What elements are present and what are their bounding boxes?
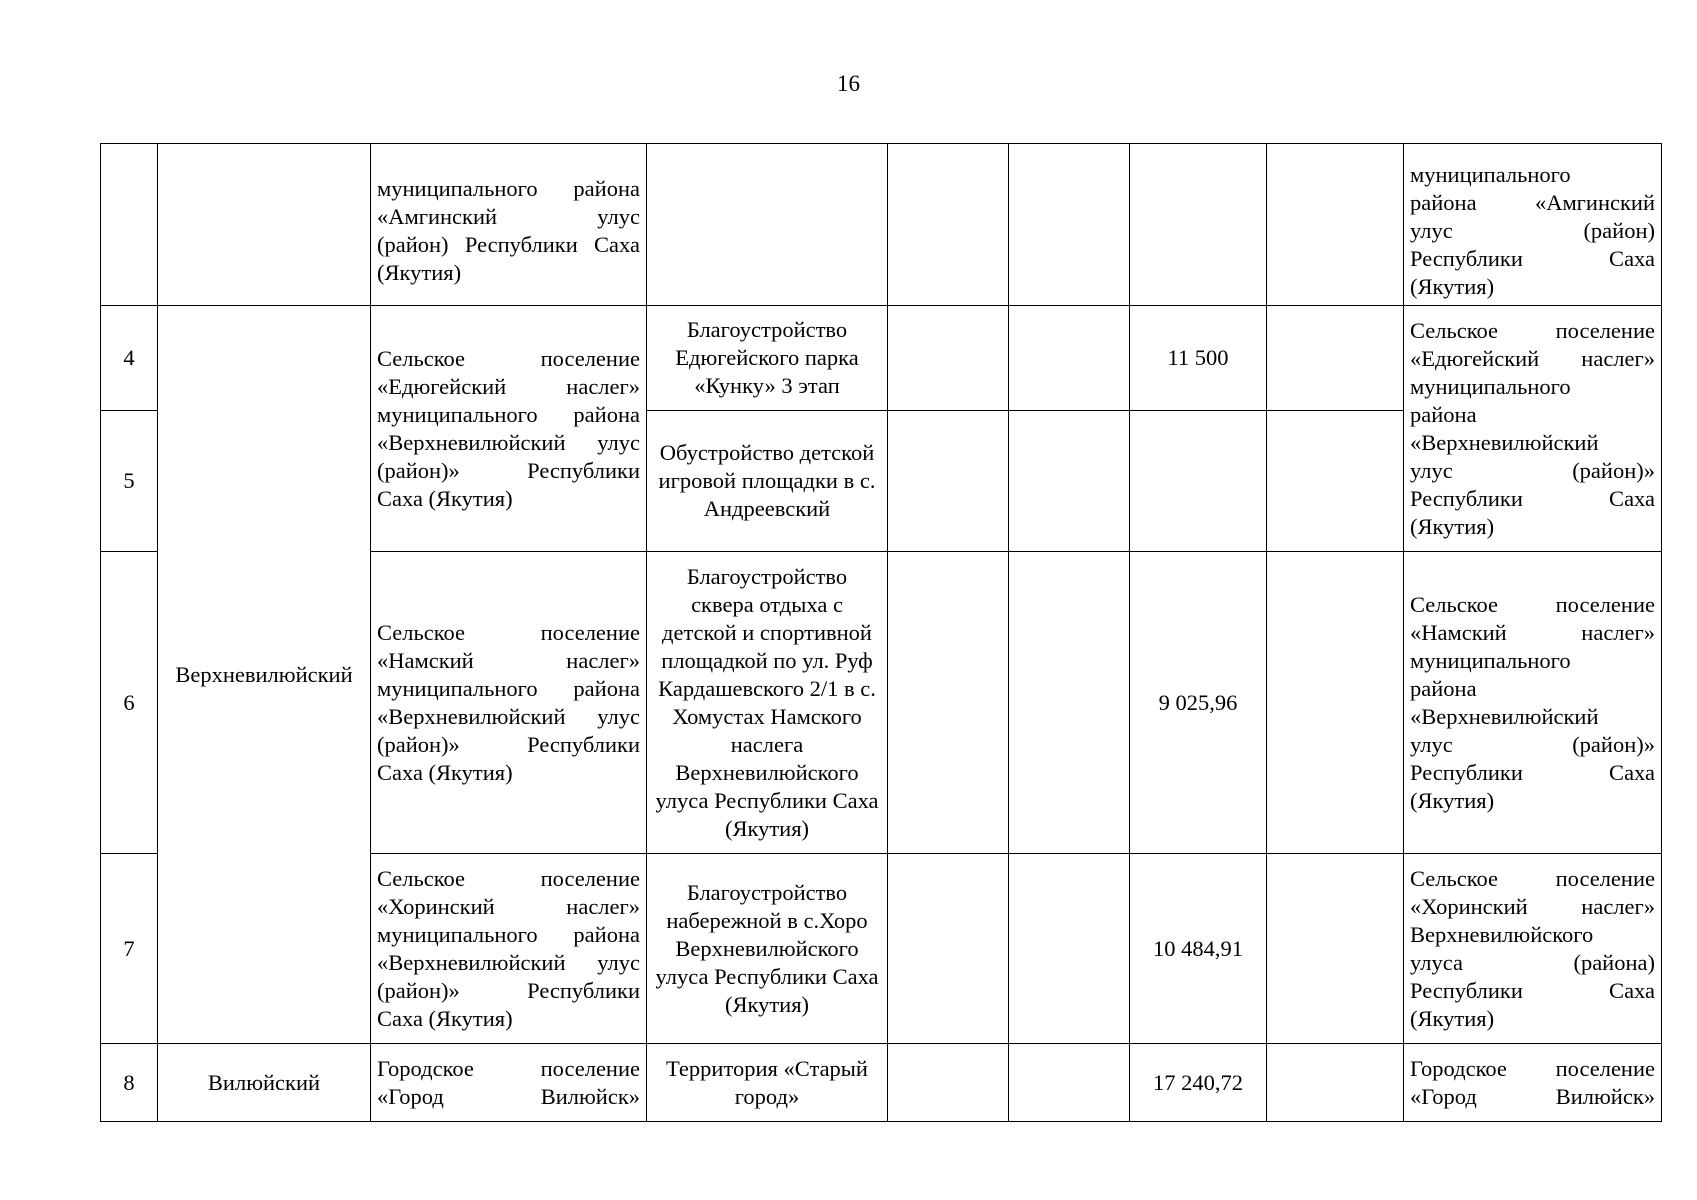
organization-line: Городское поселение (1410, 1055, 1655, 1081)
organization-line: (Якутия) (1410, 273, 1495, 299)
recipient-cell (371, 1044, 647, 1122)
recipient-line: «Верхневилюйский улус (377, 949, 640, 975)
recipient-line: Сельское поселение (377, 345, 640, 371)
recipient-line: «Едюгейский наслег» (377, 373, 640, 399)
empty-cell (888, 411, 1009, 552)
organization-line: Сельское поселение (1410, 591, 1655, 617)
recipient-line: Саха (Якутия) (377, 485, 513, 511)
row-number-cell: 7 (101, 854, 158, 1044)
organization-cell (1404, 854, 1662, 1044)
recipient-line: (район) Республики Саха (377, 231, 640, 257)
organization-line: Республики Саха (1410, 485, 1655, 511)
empty-cell (1267, 552, 1404, 854)
project-cell: Обустройство детской игровой площадки в с. Андреевский (647, 411, 888, 552)
recipient-line: муниципального района (377, 175, 640, 201)
organization-line: «Верхневилюйский (1410, 703, 1599, 729)
empty-cell (888, 854, 1009, 1044)
projects-table (100, 143, 1662, 1122)
empty-cell (1009, 411, 1130, 552)
organization-line: «Намский наслег» (1410, 619, 1655, 645)
empty-cell (1267, 144, 1404, 306)
organization-line: (Якутия) (1410, 787, 1495, 813)
recipient-line: Саха (Якутия) (377, 759, 513, 785)
recipient-line: Сельское поселение (377, 619, 640, 645)
organization-cell (1404, 144, 1662, 306)
organization-line: улус (район)» (1410, 731, 1655, 757)
recipient-line: муниципального района (377, 675, 640, 701)
row-number-cell: 6 (101, 552, 158, 854)
page-number: 16 (837, 71, 860, 96)
recipient-line: Сельское поселение (377, 865, 640, 891)
organization-line: муниципального (1410, 373, 1571, 399)
empty-cell (1267, 411, 1404, 552)
organization-line: (Якутия) (1410, 513, 1495, 539)
recipient-line: (район)» Республики (377, 977, 640, 1003)
recipient-line: Городское поселение (377, 1055, 640, 1081)
organization-cell (1404, 1044, 1662, 1122)
organization-line: Республики Саха (1410, 977, 1655, 1003)
organization-line: района (1410, 675, 1477, 701)
empty-cell (888, 144, 1009, 306)
row-number-cell: 8 (101, 1044, 158, 1122)
organization-line: Сельское поселение (1410, 865, 1655, 891)
row-number-cell: 5 (101, 411, 158, 552)
amount-cell: 17 240,72 (1130, 1044, 1267, 1122)
table-row-4 (101, 306, 1662, 411)
recipient-line: «Намский наслег» (377, 647, 640, 673)
amount-cell: 10 484,91 (1130, 854, 1267, 1044)
organization-line: Верхневилюйского (1410, 921, 1594, 947)
organization-cell (1404, 306, 1662, 552)
empty-cell (1009, 854, 1130, 1044)
amount-cell (1130, 144, 1267, 306)
empty-cell (1009, 1044, 1130, 1122)
amount-cell: 11 500 (1130, 306, 1267, 411)
empty-cell (888, 552, 1009, 854)
recipient-cell (371, 144, 647, 306)
empty-cell (1267, 854, 1404, 1044)
empty-cell (888, 306, 1009, 411)
empty-cell (1267, 306, 1404, 411)
organization-line: (Якутия) (1410, 1005, 1495, 1031)
recipient-line: (район)» Республики (377, 731, 640, 757)
recipient-cell (371, 306, 647, 552)
organization-line: Сельское поселение (1410, 317, 1655, 343)
project-cell: Благоустройство набережной в с.Хоро Верхневилюйского улуса Республики Саха (Якутия) (647, 854, 888, 1044)
organization-line: «Город Вилюйск» (1410, 1083, 1655, 1109)
organization-line: муниципального (1410, 161, 1571, 187)
row-number-cell (101, 144, 158, 306)
organization-line: улус (район) (1410, 217, 1655, 243)
empty-cell (888, 1044, 1009, 1122)
empty-cell (1267, 1044, 1404, 1122)
organization-line: Республики Саха (1410, 245, 1655, 271)
table-row-8 (101, 1044, 1662, 1122)
organization-line: района «Амгинский (1410, 189, 1655, 215)
organization-line: «Верхневилюйский (1410, 429, 1599, 455)
recipient-cell (371, 552, 647, 854)
recipient-line: «Верхневилюйский улус (377, 703, 640, 729)
recipient-line: муниципального района (377, 401, 640, 427)
organization-line: Республики Саха (1410, 759, 1655, 785)
organization-line: улуса (района) (1410, 949, 1655, 975)
recipient-line: «Хоринский наслег» (377, 893, 640, 919)
recipient-line: (район)» Республики (377, 457, 640, 483)
row-number-cell: 4 (101, 306, 158, 411)
table-row-continuation (101, 144, 1662, 306)
project-cell: Благоустройство сквера отдыха с детской и спортивной площадкой по ул. Руф Кардашевского 2/1 в с. Хомустах Намского наслега Верхневилюйского улуса Республики Саха (Якутия) (647, 552, 888, 854)
district-cell: Верхневилюйский (158, 306, 371, 1044)
amount-cell (1130, 411, 1267, 552)
empty-cell (1009, 552, 1130, 854)
organization-line: «Хоринский наслег» (1410, 893, 1655, 919)
organization-line: «Едюгейский наслег» (1410, 345, 1655, 371)
project-cell (647, 144, 888, 306)
project-cell: Территория «Старый город» (647, 1044, 888, 1122)
organization-line: района (1410, 401, 1477, 427)
district-cell: Вилюйский (158, 1044, 371, 1122)
recipient-line: «Амгинский улус (377, 203, 640, 229)
amount-cell: 9 025,96 (1130, 552, 1267, 854)
empty-cell (1009, 306, 1130, 411)
recipient-line: «Верхневилюйский улус (377, 429, 640, 455)
recipient-line: «Город Вилюйск» (377, 1083, 640, 1109)
district-cell (158, 144, 371, 306)
recipient-cell (371, 854, 647, 1044)
recipient-line: муниципального района (377, 921, 640, 947)
organization-line: улус (район)» (1410, 457, 1655, 483)
project-cell: Благоустройство Едюгейского парка «Кунку» 3 этап (647, 306, 888, 411)
recipient-line: (Якутия) (377, 259, 462, 285)
organization-cell (1404, 552, 1662, 854)
empty-cell (1009, 144, 1130, 306)
organization-line: муниципального (1410, 647, 1571, 673)
recipient-line: Саха (Якутия) (377, 1005, 513, 1031)
